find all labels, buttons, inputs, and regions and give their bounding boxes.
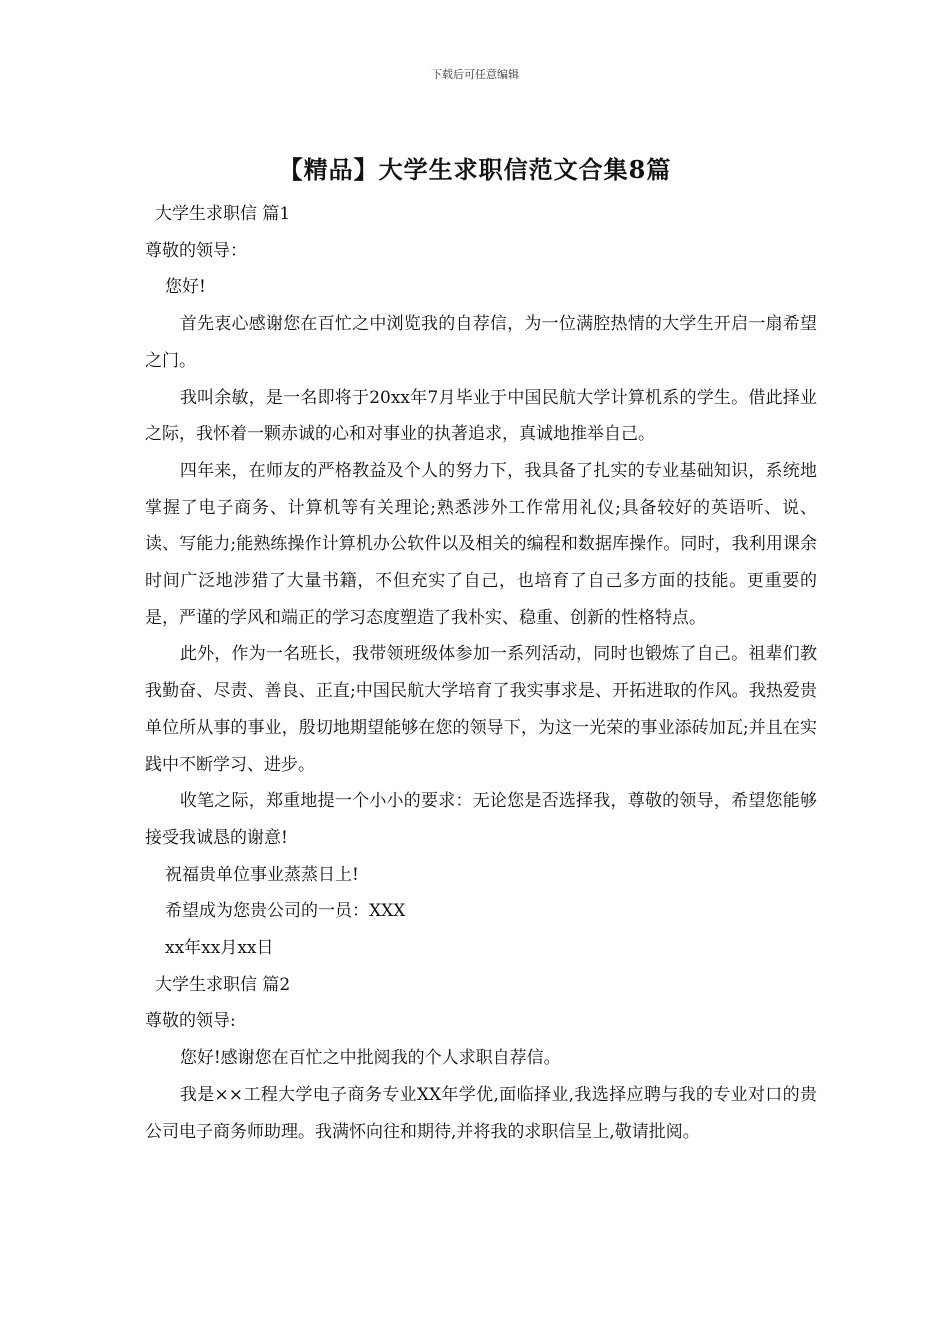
letter2-paragraph-2: 我是××工程大学电子商务专业XX年学优,面临择业,我选择应聘与我的专业对口的贵公司电子商务师助理。我满怀向往和期待,并将我的求职信呈上,敬请批阅。 [145,1084,817,1142]
letter1-paragraph-2: 我叫余敏，是一名即将于20xx年7月毕业于中国民航大学计算机系的学生。借此择业之际，我怀着一颗赤诚的心和对事业的执著追求，真诚地推举自己。 [145,387,817,445]
letter1-greeting: 您好! [165,277,206,298]
letter1-paragraph-4: 此外，作为一名班长，我带领班级体参加一系列活动，同时也锻炼了自己。祖辈们教我勤奋、尽责、善良、正直;中国民航大学培育了我实事求是、开拓进取的作风。我热爱贵单位所从事的事业，殷切地期望能够在您的领导下，为这一光荣的事业添砖加瓦;并且在实践中不断学习、进步。 [145,644,817,775]
letter1-paragraph-5: 收笔之际，郑重地提一个小小的要求：无论您是否选择我，尊敬的领导，希望您能够接受我诚恳的谢意! [145,791,817,848]
document-body [145,196,817,1150]
letter2-paragraph-1: 您好!感谢您在百忙之中批阅我的个人求职自荐信。 [179,1048,561,1069]
document-title: 【精品】大学生求职信范文合集8篇 [278,155,672,184]
letter1-paragraph-1: 首先衷心感谢您在百忙之中浏览我的自荐信，为一位满腔热情的大学生开启一扇希望之门。 [145,314,817,371]
letter1-salutation: 尊敬的领导： [145,240,247,261]
letter1-date: xx年xx月xx日 [165,938,274,959]
letter1-blessing: 祝福贵单位事业蒸蒸日上! [165,864,359,885]
letter1-heading: 大学生求职信 篇1 [155,204,291,224]
letter1-signature: 希望成为您贵公司的一员：XXX [165,901,406,922]
letter2-heading: 大学生求职信 篇2 [155,974,291,995]
header-note: 下载后可任意编辑 [431,68,519,81]
letter1-paragraph-3: 四年来，在师友的严格教益及个人的努力下，我具备了扎实的专业基础知识，系统地掌握了电子商务、计算机等有关理论;熟悉涉外工作常用礼仪;具备较好的英语听、说、读、写能力;能熟练操作计算机办公软件以及相关的编程和数据库操作。同时，我利用课余时间广泛地涉猎了大量书籍，不但充实了自己，也培育了自己多方面的技能。更重要的是，严谨的学风和端正的学习态度塑造了我朴实、稳重、创新的性格特点。 [145,460,817,628]
letter2-salutation: 尊敬的领导: [145,1011,236,1032]
